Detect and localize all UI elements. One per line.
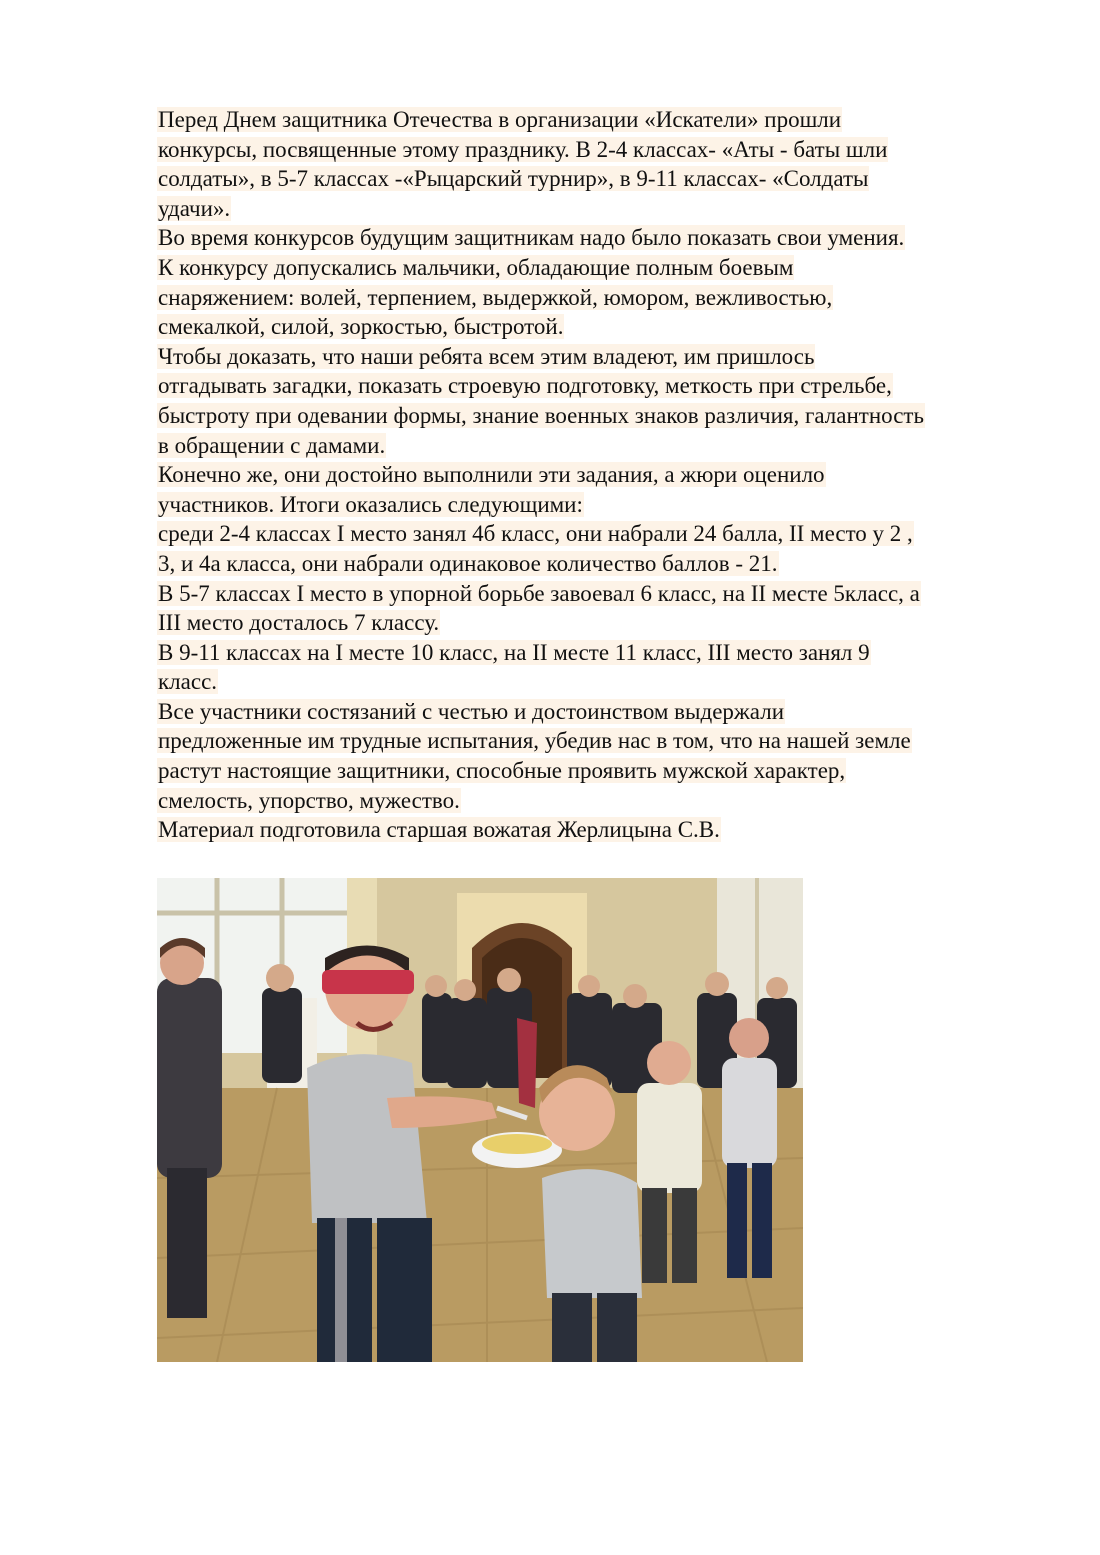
text-line: смелость, упорство, мужество. <box>158 787 460 813</box>
text-line: В 5-7 классах I место в упорной борьбе завоевал 6 класс, на II месте 5класс, а <box>158 580 920 606</box>
text-line: Перед Днем защитника Отечества в организации «Искатели» прошли <box>158 107 842 132</box>
text-line: удачи». <box>158 195 231 221</box>
text-line: Во время конкурсов будущим защитникам надо было показать свои умения. <box>158 225 905 251</box>
text-line: смекалкой, силой, зоркостью, быстротой. <box>158 314 564 340</box>
text-line: Все участники состязаний с честью и достоинством выдержали <box>158 698 784 724</box>
text-line: Чтобы доказать, что наши ребята всем этим владеют, им пришлось <box>158 343 815 369</box>
text-line: в обращении с дамами. <box>158 432 386 458</box>
text-line: отгадывать загадки, показать строевую подготовку, меткость при стрельбе, <box>158 373 892 399</box>
text-line: участников. Итоги оказались следующими: <box>158 491 583 517</box>
text-line: Конечно же, они достойно выполнили эти задания, а жюри оценило <box>158 462 825 488</box>
text-line: конкурсы, посвященные этому празднику. В 2-4 классах- «Аты - баты шли <box>158 136 888 162</box>
text-line: 3, и 4а класса, они набрали одинаковое количество баллов - 21. <box>158 550 778 576</box>
event-photo <box>157 878 803 1362</box>
text-line: класс. <box>158 669 218 695</box>
text-line: среди 2-4 классах I место занял 4б класс, они набрали 24 балла, II место у 2 , <box>158 521 913 547</box>
text-line: солдаты», в 5-7 классах -«Рыцарский турнир», в 9-11 классах- «Солдаты <box>158 166 869 192</box>
text-line: К конкурсу допускались мальчики, обладающие полным боевым <box>158 254 794 280</box>
text-line: растут настоящие защитники, способные проявить мужской характер, <box>158 758 846 784</box>
text-line: В 9-11 классах на I месте 10 класс, на II месте 11 класс, III место занял 9 <box>158 639 870 665</box>
text-line: предложенные им трудные испытания, убедив нас в том, что на нашей земле <box>158 728 911 754</box>
photo-illustration <box>157 878 803 1362</box>
text-line: быстроту при одевании формы, знание военных знаков различия, галантность <box>158 402 924 428</box>
text-line: снаряжением: волей, терпением, выдержкой, юмором, вежливостью, <box>158 284 833 310</box>
text-line: Материал подготовила старшая вожатая Жерлицына С.В. <box>158 817 720 843</box>
text-line: III место досталось 7 классу. <box>158 610 440 636</box>
article-text <box>157 105 1037 845</box>
